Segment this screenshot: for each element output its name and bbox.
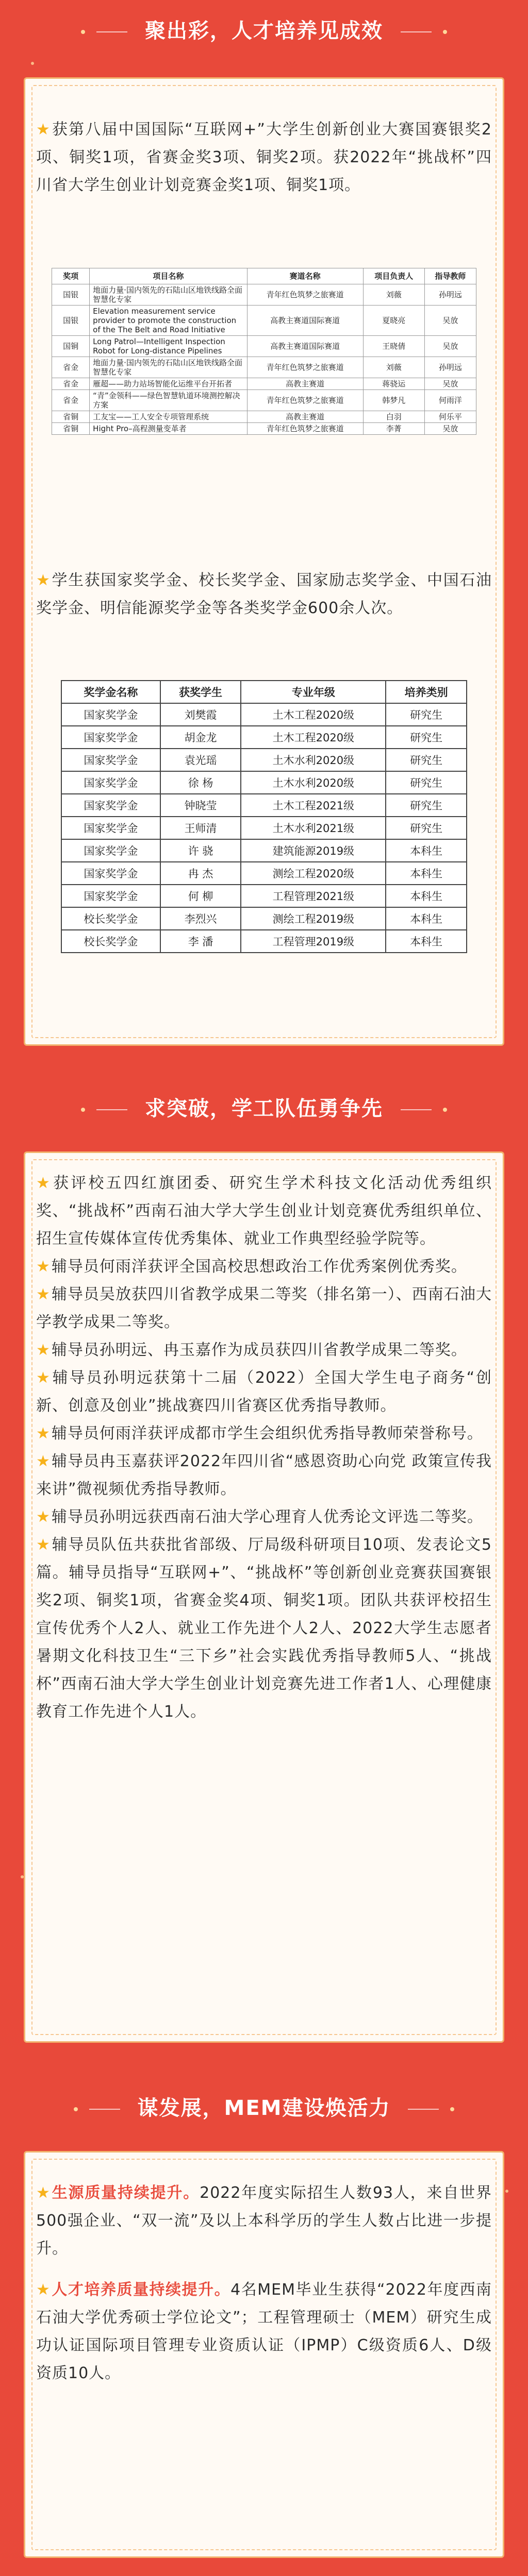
table-cell: 省铜 — [52, 423, 90, 435]
section-2-title: 求突破，学工队伍勇争先 — [145, 1097, 383, 1121]
header-cell: 奖学金名称 — [61, 681, 160, 703]
decor-line — [89, 2109, 120, 2110]
decor-dot — [450, 2107, 454, 2111]
section-1-header — [0, 14, 528, 44]
decor-line — [401, 31, 432, 32]
awards-summary-text: 获第八届中国国际“互联网+”大学生创新创业大赛国赛银奖2项、铜奖1项，省赛金奖3项、铜奖2项。获2022年“挑战杯”四川省大学生创业计划竞赛金奖1项、铜奖1项。 — [36, 121, 492, 194]
star-icon: ★ — [36, 1369, 52, 1387]
decor-line — [401, 1109, 432, 1110]
decor-dot — [81, 30, 85, 34]
table-cell: 研究生 — [386, 749, 467, 771]
table-cell: 青年红色筑梦之旅赛道 — [247, 284, 363, 306]
section-2-list — [36, 1170, 492, 1726]
star-icon: ★ — [36, 1285, 51, 1303]
table-cell: Long Patrol—Intelligent Inspection Robot for Long-distance Pipelines — [90, 336, 247, 357]
table-cell: 高教主赛道 — [247, 411, 363, 423]
table-cell: Elevation measurement service provider to promote the construction of the The Belt and Road Initiative — [90, 306, 247, 336]
star-icon: ★ — [36, 2184, 51, 2202]
list-item-text: 获评校五四红旗团委、研究生学术科技文化活动优秀组织奖、“挑战杯”西南石油大学大学生创业计划竞赛优秀组织单位、招生宣传媒体宣传优秀集体、就业工作典型经验学院等。 — [36, 1174, 492, 1248]
awards-table — [52, 268, 476, 435]
table-cell: 高教主赛道 — [247, 378, 363, 390]
table-cell: 孙明远 — [424, 284, 476, 306]
list-item — [36, 1281, 492, 1336]
table-cell: 国银 — [52, 284, 90, 306]
list-item — [36, 1420, 492, 1448]
decor-line — [408, 2109, 439, 2110]
list-item-text: 辅导员何雨洋获评全国高校思想政治工作优秀案例优秀奖。 — [51, 1258, 467, 1276]
list-item — [36, 1503, 492, 1531]
section-3-header — [0, 2092, 528, 2121]
decor-line — [96, 31, 127, 32]
star-icon: ★ — [36, 1174, 53, 1192]
table-cell: 国家奖学金 — [61, 862, 160, 885]
header-cell: 培养类别 — [386, 681, 467, 703]
table-cell: 土木水利2021级 — [241, 817, 386, 839]
decor-dot — [74, 2107, 78, 2111]
table-cell: 何 柳 — [160, 885, 241, 907]
table-cell: 省铜 — [52, 411, 90, 423]
table-cell: Hight Pro–高程测量变革者 — [90, 423, 247, 435]
table-cell: 袁光瑶 — [160, 749, 241, 771]
list-item — [36, 1448, 492, 1503]
table-cell: 吴放 — [424, 378, 476, 390]
table-cell: 国铜 — [52, 336, 90, 357]
table-cell: 青年红色筑梦之旅赛道 — [247, 423, 363, 435]
table-cell: 地面力量·国内领先的石陆山区地铁线路全面智慧化专家 — [90, 284, 247, 306]
table-cell: 王师清 — [160, 817, 241, 839]
section-3-title: 谋发展，MEM建设焕活力 — [137, 2096, 391, 2120]
list-item — [36, 1531, 492, 1726]
scholarship-table — [61, 680, 467, 953]
table-cell: 夏晓亮 — [363, 306, 424, 336]
list-item-text: 辅导员吴放获四川省教学成果二等奖（排名第一）、西南石油大学教学成果二等奖。 — [36, 1285, 492, 1331]
list-item-text: 辅导员冉玉嘉获评2022年四川省“感恩资助心向党 政策宣传我来讲”微视频优秀指导教师。 — [36, 1452, 492, 1498]
table-cell: 青年红色筑梦之旅赛道 — [247, 357, 363, 378]
section-1-paragraph-1 — [36, 116, 492, 199]
table-row — [61, 726, 467, 749]
star-icon: ★ — [36, 1536, 51, 1554]
header-cell: 项目负责人 — [363, 268, 424, 284]
star-icon: ★ — [36, 121, 52, 139]
section-1-paragraph-2 — [36, 567, 492, 622]
table-cell: 省金 — [52, 390, 90, 411]
decor-dot — [81, 1108, 85, 1112]
star-icon: ★ — [36, 1425, 51, 1443]
table-cell: 青年红色筑梦之旅赛道 — [247, 390, 363, 411]
table-row — [61, 930, 467, 953]
sparkle-decoration — [505, 2190, 508, 2193]
table-row — [61, 771, 467, 794]
table-cell: 国家奖学金 — [61, 794, 160, 817]
list-item — [36, 2276, 492, 2387]
table-cell: 校长奖学金 — [61, 907, 160, 930]
list-item-text: 辅导员队伍共获批省部级、厅局级科研项目10项、发表论文5篇。辅导员指导“互联网+”、“挑战杯”等创新创业竞赛获国赛银奖2项、铜奖1项，省赛金奖4项、铜奖1项。团队共获评校招生宣传优秀个人2人、就业工作先进个人2人、2022大学生志愿者暑期文化科技卫生“三下乡”社会实践优秀指导教师5人、“挑战杯”西南石油大学大学生创业计划竞赛先进工作者1人、心理健康教育工作先进个人1人。 — [36, 1536, 492, 1721]
awards-table-header-row — [52, 268, 476, 284]
star-icon: ★ — [36, 2281, 51, 2299]
header-cell: 项目名称 — [90, 268, 247, 284]
table-cell: 国银 — [52, 306, 90, 336]
table-cell: 测绘工程2019级 — [241, 907, 386, 930]
list-item-text: 辅导员何雨洋获评成都市学生会组织优秀指导教师荣誉称号。 — [51, 1425, 483, 1443]
list-item — [36, 1170, 492, 1253]
table-cell: 国家奖学金 — [61, 839, 160, 862]
star-icon: ★ — [36, 1452, 51, 1470]
list-item-text: 4名MEM毕业生获得“2022年度西南石油大学优秀硕士学位论文”；工程管理硕士（MEM）研究生成功认证国际项目管理专业资质认证（IPMP）C级资质6人、D级资质10人。 — [36, 2281, 492, 2382]
list-item — [36, 1253, 492, 1281]
table-cell: 土木水利2020级 — [241, 749, 386, 771]
table-cell: 国家奖学金 — [61, 771, 160, 794]
section-1-title: 聚出彩，人才培养见成效 — [145, 19, 383, 43]
section-3-list — [36, 2179, 492, 2387]
table-cell: 省金 — [52, 378, 90, 390]
table-cell: 韩梦凡 — [363, 390, 424, 411]
table-cell: 研究生 — [386, 771, 467, 794]
table-cell: 工友宝——工人安全专项管理系统 — [90, 411, 247, 423]
table-cell: 本科生 — [386, 930, 467, 953]
table-cell: 测绘工程2020级 — [241, 862, 386, 885]
decor-line — [96, 1109, 127, 1110]
table-row — [52, 284, 476, 306]
table-cell: 吴放 — [424, 306, 476, 336]
table-row — [52, 411, 476, 423]
header-cell: 指导教师 — [424, 268, 476, 284]
table-row — [61, 862, 467, 885]
list-item-text: 辅导员孙明远获第十二届（2022）全国大学生电子商务“创新、创意及创业”挑战赛四川省赛区优秀指导教师。 — [36, 1369, 492, 1415]
table-cell: 吴放 — [424, 423, 476, 435]
table-cell: 研究生 — [386, 703, 467, 726]
sparkle-decoration — [31, 62, 34, 65]
table-row — [52, 423, 476, 435]
table-cell: 冉 杰 — [160, 862, 241, 885]
table-cell: 校长奖学金 — [61, 930, 160, 953]
table-cell: 本科生 — [386, 907, 467, 930]
section-2-header — [0, 1092, 528, 1122]
table-cell: “青”金领科——绿色智慧轨道环境测控解决方案 — [90, 390, 247, 411]
table-row — [61, 817, 467, 839]
decor-dot — [443, 1108, 447, 1112]
list-item-text: 2022年度实际招生人数93人，来自世界500强企业、“双一流”及以上本科学历的学生人数占比进一步提升。 — [36, 2184, 492, 2258]
table-cell: 李菁 — [363, 423, 424, 435]
scholarship-summary-text: 学生获国家奖学金、校长奖学金、国家励志奖学金、中国石油奖学金、明信能源奖学金等各类奖学金600余人次。 — [36, 571, 492, 617]
table-cell: 建筑能源2019级 — [241, 839, 386, 862]
table-row — [52, 357, 476, 378]
table-cell: 国家奖学金 — [61, 726, 160, 749]
table-cell: 国家奖学金 — [61, 817, 160, 839]
table-cell: 工程管理2019级 — [241, 930, 386, 953]
table-cell: 李 潘 — [160, 930, 241, 953]
header-cell: 获奖学生 — [160, 681, 241, 703]
decor-dot — [443, 30, 447, 34]
scholarship-table-header-row — [61, 681, 467, 703]
table-row — [61, 749, 467, 771]
table-row — [52, 378, 476, 390]
table-cell: 雁超——助力站场智能化运维平台开拓者 — [90, 378, 247, 390]
table-cell: 研究生 — [386, 794, 467, 817]
table-cell: 省金 — [52, 357, 90, 378]
star-icon: ★ — [36, 571, 51, 589]
star-icon: ★ — [36, 1508, 51, 1526]
list-spacer — [36, 2263, 492, 2276]
table-cell: 白羽 — [363, 411, 424, 423]
table-cell: 刘樊霞 — [160, 703, 241, 726]
table-cell: 研究生 — [386, 726, 467, 749]
table-cell: 土木工程2020级 — [241, 726, 386, 749]
table-cell: 孙明远 — [424, 357, 476, 378]
table-cell: 王晓倩 — [363, 336, 424, 357]
table-cell: 本科生 — [386, 839, 467, 862]
table-cell: 何雨洋 — [424, 390, 476, 411]
header-cell: 赛道名称 — [247, 268, 363, 284]
table-cell: 本科生 — [386, 885, 467, 907]
table-row — [61, 907, 467, 930]
table-row — [61, 885, 467, 907]
table-cell: 国家奖学金 — [61, 885, 160, 907]
star-icon: ★ — [36, 1341, 51, 1359]
table-cell: 刘薇 — [363, 284, 424, 306]
table-cell: 土木工程2020级 — [241, 703, 386, 726]
table-row — [52, 336, 476, 357]
star-icon: ★ — [36, 1258, 51, 1276]
table-row — [52, 306, 476, 336]
list-item — [36, 2179, 492, 2263]
table-cell: 刘薇 — [363, 357, 424, 378]
list-item-lead: 生源质量持续提升。 — [52, 2184, 200, 2202]
list-item-text: 辅导员孙明远获西南石油大学心理育人优秀论文评选二等奖。 — [51, 1508, 483, 1526]
table-row — [52, 390, 476, 411]
table-cell: 国家奖学金 — [61, 703, 160, 726]
list-item — [36, 1364, 492, 1420]
table-cell: 高教主赛道国际赛道 — [247, 336, 363, 357]
table-cell: 地面力量·国内领先的石陆山区地铁线路全面智慧化专家 — [90, 357, 247, 378]
table-cell: 工程管理2021级 — [241, 885, 386, 907]
list-item — [36, 1336, 492, 1364]
table-cell: 研究生 — [386, 817, 467, 839]
header-cell: 奖项 — [52, 268, 90, 284]
table-cell: 何乐平 — [424, 411, 476, 423]
table-cell: 李烈兴 — [160, 907, 241, 930]
list-item-text: 辅导员孙明远、冉玉嘉作为成员获四川省教学成果二等奖。 — [51, 1341, 467, 1359]
table-cell: 高教主赛道国际赛道 — [247, 306, 363, 336]
table-cell: 土木水利2020级 — [241, 771, 386, 794]
table-cell: 胡金龙 — [160, 726, 241, 749]
table-cell: 吴放 — [424, 336, 476, 357]
table-cell: 国家奖学金 — [61, 749, 160, 771]
table-cell: 钟晓莹 — [160, 794, 241, 817]
table-cell: 蒋骁运 — [363, 378, 424, 390]
table-cell: 土木工程2021级 — [241, 794, 386, 817]
table-cell: 徐 杨 — [160, 771, 241, 794]
table-cell: 许 骁 — [160, 839, 241, 862]
header-cell: 专业年级 — [241, 681, 386, 703]
table-row — [61, 839, 467, 862]
table-cell: 本科生 — [386, 862, 467, 885]
list-item-lead: 人才培养质量持续提升。 — [52, 2281, 231, 2299]
table-row — [61, 794, 467, 817]
table-row — [61, 703, 467, 726]
